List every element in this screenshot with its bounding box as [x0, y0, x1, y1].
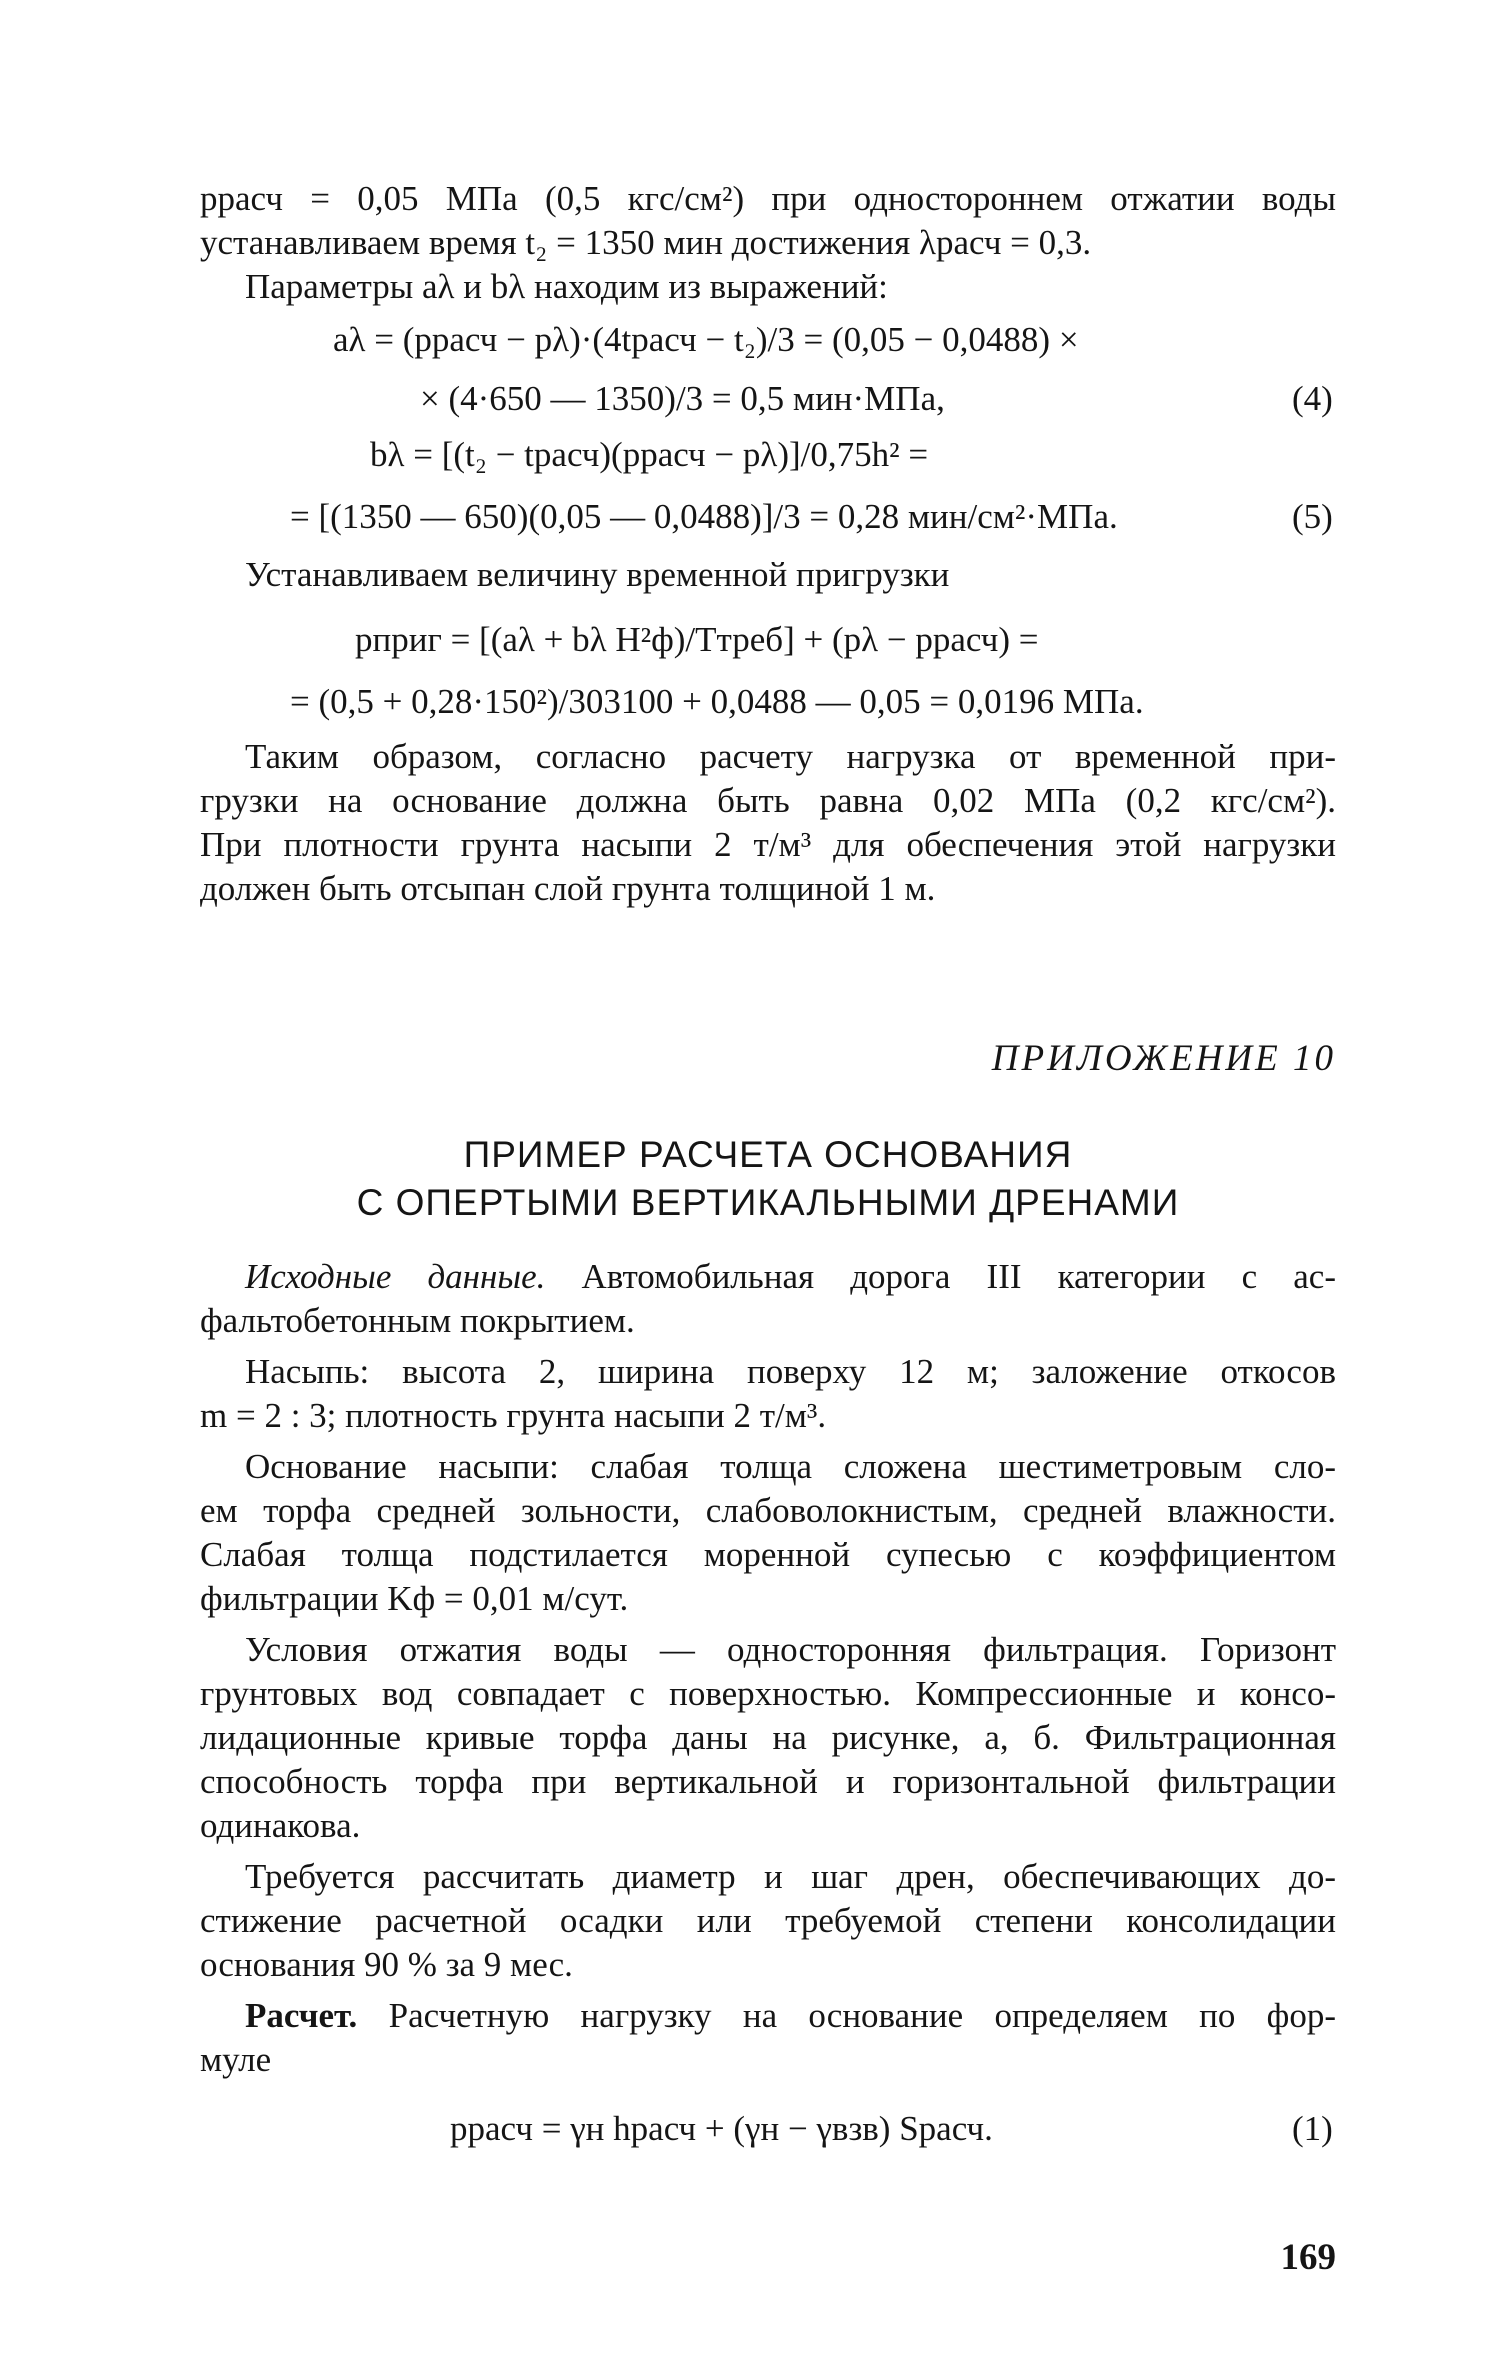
equation-number: (1)	[1292, 2109, 1333, 2148]
calc-label: Расчет.	[245, 1996, 358, 2035]
text-line: Параметры aλ и bλ находим из выражений:	[245, 267, 888, 306]
text-line: Насыпь: высота 2, ширина поверху 12 м; заложение откосов	[245, 1352, 1336, 1391]
text-line: Основание насыпи: слабая толща сложена шестиметровым сло-	[245, 1447, 1336, 1486]
text-line: При плотности грунта насыпи 2 т/м³ для обеспечения этой нагрузки	[200, 825, 1336, 864]
equation-1: pрасч = γн hрасч + (γн − γвзв) Sрасч.	[450, 2109, 993, 2148]
text-line: грунтовых вод совпадает с поверхностью. Компрессионные и консо-	[200, 1674, 1336, 1713]
text-line	[245, 1255, 1336, 1299]
text-line: грузки на основание должна быть равна 0,02 МПа (0,2 кгс/см²).	[200, 781, 1336, 820]
equation-4-line-1: aλ = (pрасч − pλ)·(4tрасч − t₂)/3 = (0,05 − 0,0488) ×	[333, 320, 1079, 359]
equation-4-line-2: × (4·650 — 1350)/3 = 0,5 мин·МПа,	[420, 379, 945, 418]
section-title-line: С ОПЕРТЫМИ ВЕРТИКАЛЬНЫМИ ДРЕНАМИ	[356, 1182, 1180, 1223]
text-line: основания 90 % за 9 мес.	[200, 1945, 573, 1984]
text-line: способность торфа при вертикальной и горизонтальной фильтрации	[200, 1762, 1336, 1801]
equation-6-line-2: = (0,5 + 0,28·150²)/303100 + 0,0488 — 0,05 = 0,0196 МПа.	[290, 682, 1144, 721]
text-line: pрасч = 0,05 МПа (0,5 кгс/см²) при одностороннем отжатии воды	[200, 179, 1336, 218]
text-line: Условия отжатия воды — односторонняя фильтрация. Горизонт	[245, 1630, 1336, 1669]
equation-number: (5)	[1292, 497, 1333, 536]
equation-number: (4)	[1292, 379, 1333, 418]
appendix-label: ПРИЛОЖЕНИЕ 10	[991, 1038, 1336, 1079]
equation-5-line-2: = [(1350 — 650)(0,05 — 0,0488)]/3 = 0,28 мин/см²·МПа.	[290, 497, 1118, 536]
text-line: муле	[200, 2040, 272, 2079]
text-line: устанавливаем время t₂ = 1350 мин достижения λрасч = 0,3.	[200, 223, 1092, 262]
text-line: Устанавливаем величину временной пригрузки	[245, 555, 950, 594]
section-title-line: ПРИМЕР РАСЧЕТА ОСНОВАНИЯ	[463, 1134, 1073, 1175]
text-line: Требуется рассчитать диаметр и шаг дрен, обеспечивающих до-	[245, 1857, 1336, 1896]
text-line: лидационные кривые торфа даны на рисунке, а, б. Фильтрационная	[200, 1718, 1336, 1757]
page-number: 169	[1280, 2237, 1336, 2278]
text-line: m = 2 : 3; плотность грунта насыпи 2 т/м³.	[200, 1396, 827, 1435]
text-line: должен быть отсыпан слой грунта толщиной 1 м.	[200, 869, 936, 908]
text-line: фильтрации Kф = 0,01 м/сут.	[200, 1579, 629, 1618]
text-line: фальтобетонным покрытием.	[200, 1301, 635, 1340]
equation-5-line-1: bλ = [(t₂ − tрасч)(pрасч − pλ)]/0,75h² =	[370, 435, 929, 474]
initial-data-text: Автомобильная дорога III категории с ас-	[545, 1257, 1336, 1296]
calc-text: Расчетную нагрузку на основание определяем по фор-	[357, 1996, 1336, 2035]
text-line: ем торфа средней зольности, слабоволокнистым, средней влажности.	[200, 1491, 1336, 1530]
initial-data-label: Исходные данные.	[245, 1257, 546, 1296]
text-line: стижение расчетной осадки или требуемой степени консолидации	[200, 1901, 1336, 1940]
text-line: Таким образом, согласно расчету нагрузка от временной при-	[245, 737, 1336, 776]
text-line: одинакова.	[200, 1806, 361, 1845]
equation-6-line-1: pприг = [(aλ + bλ H²ф)/Tтреб] + (pλ − pрасч) =	[355, 620, 1039, 659]
text-line: Слабая толща подстилается моренной супесью с коэффициентом	[200, 1535, 1336, 1574]
text-line	[245, 1994, 1336, 2038]
